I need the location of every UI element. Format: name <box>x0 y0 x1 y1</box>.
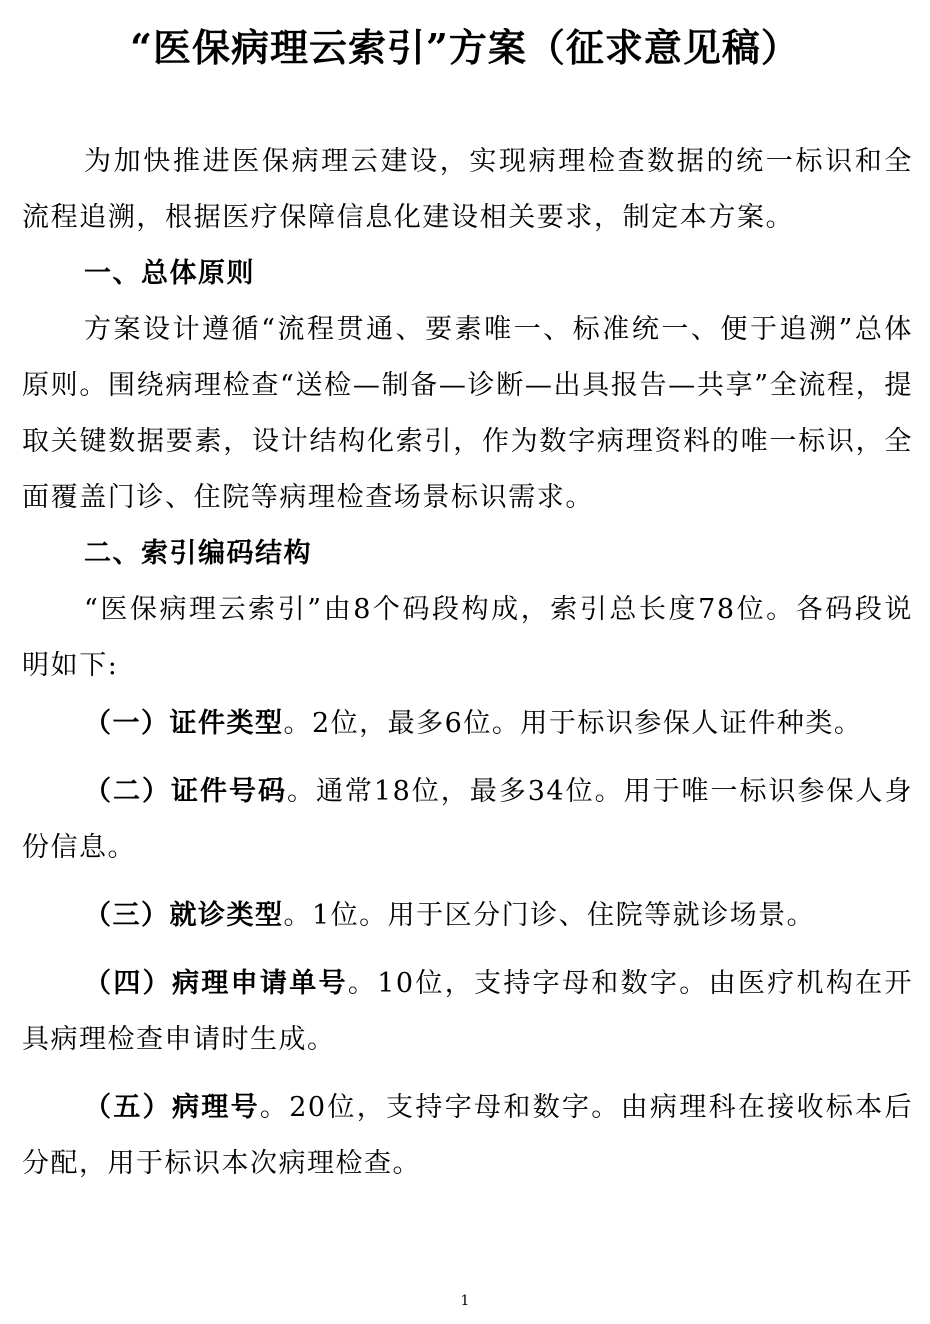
structure-paragraph: “医保病理云索引”由8个码段构成，索引总长度78位。各码段说明如下: <box>22 594 913 681</box>
principles-paragraph: 方案设计遵循“流程贯通、要素唯一、标准统一、便于追溯”总体原则。围绕病理检查“送检—制备—诊断—出具报告—共享”全流程，提取关键数据要素，设计结构化索引，作为数字病理资料的唯一标识，全面覆盖门诊、住院等病理检查场景标识需求。 <box>22 314 913 513</box>
document-title: “医保病理云索引”方案（征求意见稿） <box>130 25 800 70</box>
code-segment-name: （四）病理申请单号 <box>84 968 348 999</box>
section-heading-structure: 二、索引编码结构 <box>84 538 312 569</box>
code-segment-item <box>22 764 913 876</box>
code-segment-desc: 。2位，最多6位。用于标识参保人证件种类。 <box>283 708 863 739</box>
code-segment-name: （三）就诊类型 <box>84 900 284 931</box>
code-segment-desc: 。1位。用于区分门诊、住院等就诊场景。 <box>283 900 816 931</box>
page-number: 1 <box>460 1293 470 1309</box>
code-segment-desc: 。20位，支持字母和数字。由病理科在接收标本后分配，用于标识本次病理检查。 <box>22 1092 913 1179</box>
code-segment-name: （一）证件类型 <box>84 708 284 739</box>
code-segment-name: （五）病理号 <box>84 1092 260 1123</box>
code-segment-item <box>22 696 913 752</box>
code-segment-name: （二）证件号码 <box>84 776 287 807</box>
code-segment-item <box>22 888 913 944</box>
intro-paragraph: 为加快推进医保病理云建设，实现病理检查数据的统一标识和全流程追溯，根据医疗保障信息化建设相关要求，制定本方案。 <box>22 146 913 233</box>
code-segment-item <box>22 1080 913 1192</box>
code-segment-desc: 。通常18位，最多34位。用于唯一标识参保人身份信息。 <box>22 776 914 863</box>
code-segment-desc: 。10位，支持字母和数字。由医疗机构在开具病理检查申请时生成。 <box>22 968 914 1055</box>
code-segment-item <box>22 956 913 1068</box>
section-heading-principles: 一、总体原则 <box>84 258 255 289</box>
